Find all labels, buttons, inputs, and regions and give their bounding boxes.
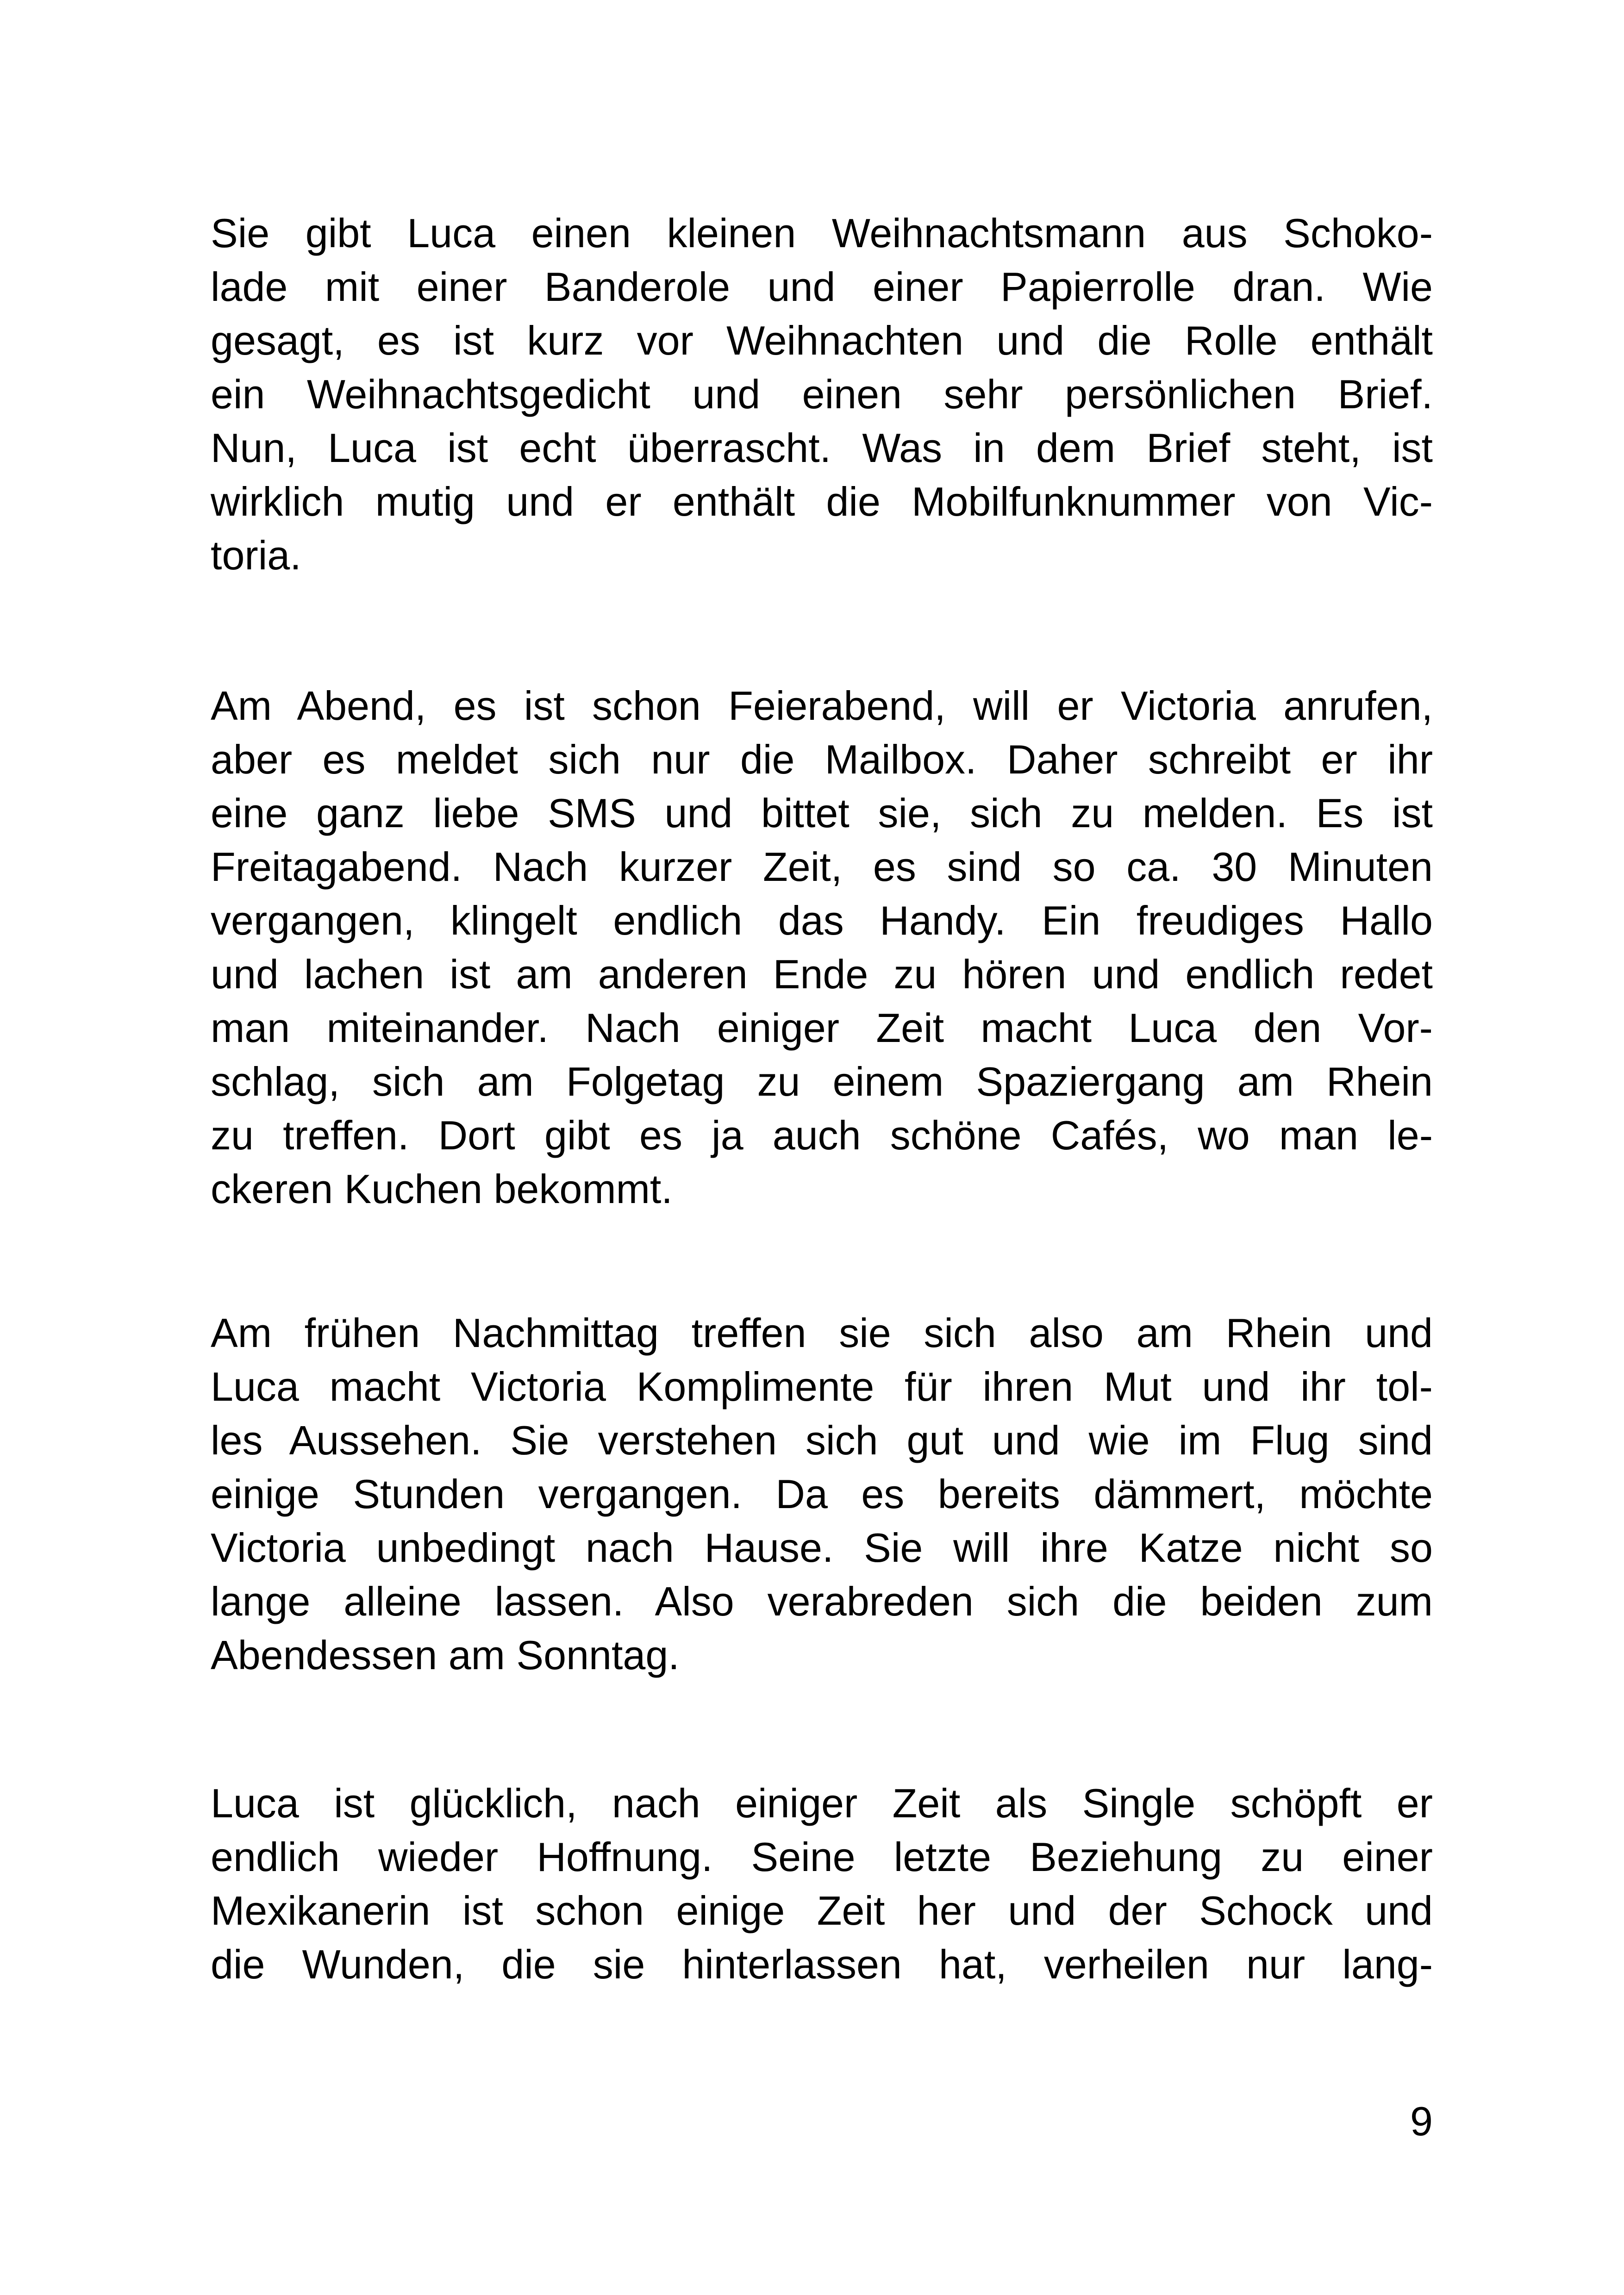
- text-line: endlich wieder Hoffnung. Seine letzte Beziehung zu einer: [211, 1834, 1433, 1880]
- text-line: schlag, sich am Folgetag zu einem Spaziergang am Rhein: [211, 1059, 1433, 1104]
- paragraph-2: [211, 679, 1433, 1216]
- text-line: man miteinander. Nach einiger Zeit macht Luca den Vor-: [211, 1005, 1433, 1051]
- paragraph-3: [211, 1306, 1433, 1682]
- text-line: les Aussehen. Sie verstehen sich gut und wie im Flug sind: [211, 1417, 1433, 1463]
- text-line: Mexikanerin ist schon einige Zeit her und der Schock und: [211, 1888, 1433, 1933]
- text-line: vergangen, klingelt endlich das Handy. Ein freudiges Hallo: [211, 898, 1433, 943]
- text-line: Abendessen am Sonntag.: [211, 1632, 680, 1678]
- page-number: 9: [1410, 2098, 1433, 2144]
- text-line: Freitagabend. Nach kurzer Zeit, es sind so ca. 30 Minuten: [211, 844, 1433, 890]
- text-line: gesagt, es ist kurz vor Weihnachten und die Rolle enthält: [211, 318, 1433, 363]
- text-line: Am frühen Nachmittag treffen sie sich also am Rhein und: [211, 1310, 1433, 1356]
- text-line: lange alleine lassen. Also verabreden sich die beiden zum: [211, 1578, 1433, 1624]
- text-line: toria.: [211, 532, 301, 578]
- text-line: und lachen ist am anderen Ende zu hören und endlich redet: [211, 951, 1433, 997]
- text-line: wirklich mutig und er enthält die Mobilfunknummer von Vic-: [211, 479, 1433, 524]
- text-line: einige Stunden vergangen. Da es bereits dämmert, möchte: [211, 1471, 1433, 1517]
- text-line: zu treffen. Dort gibt es ja auch schöne Cafés, wo man le-: [211, 1112, 1433, 1158]
- text-line: Sie gibt Luca einen kleinen Weihnachtsmann aus Schoko-: [211, 210, 1433, 256]
- paragraph-1: [211, 206, 1433, 582]
- paragraph-4: [211, 1777, 1433, 1991]
- text-line: ein Weihnachtsgedicht und einen sehr persönlichen Brief.: [211, 371, 1433, 417]
- text-line: aber es meldet sich nur die Mailbox. Daher schreibt er ihr: [211, 736, 1433, 782]
- text-line: Nun, Luca ist echt überrascht. Was in dem Brief steht, ist: [211, 425, 1433, 471]
- text-line: Luca macht Victoria Komplimente für ihren Mut und ihr tol-: [211, 1364, 1433, 1409]
- text-line: Luca ist glücklich, nach einiger Zeit als Single schöpft er: [211, 1780, 1433, 1826]
- text-line: die Wunden, die sie hinterlassen hat, verheilen nur lang-: [211, 1941, 1433, 1987]
- text-line: eine ganz liebe SMS und bittet sie, sich zu melden. Es ist: [211, 790, 1433, 836]
- text-line: Am Abend, es ist schon Feierabend, will er Victoria anrufen,: [211, 683, 1433, 729]
- text-line: lade mit einer Banderole und einer Papierrolle dran. Wie: [211, 264, 1433, 310]
- text-line: ckeren Kuchen bekommt.: [211, 1166, 673, 1212]
- text-line: Victoria unbedingt nach Hause. Sie will ihre Katze nicht so: [211, 1525, 1433, 1571]
